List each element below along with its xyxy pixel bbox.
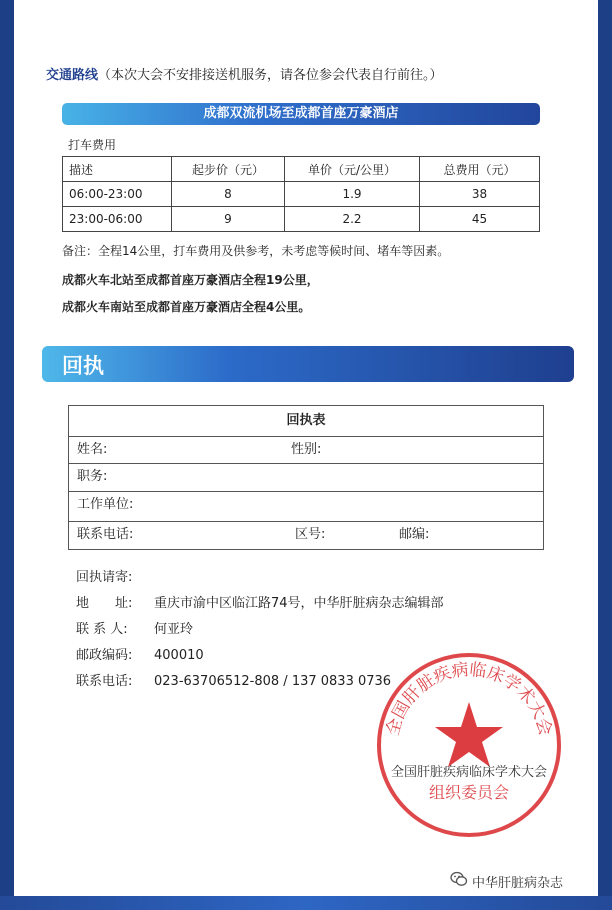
fare-header-cell: 总费用（元） — [420, 157, 540, 182]
address-value: 重庆市渝中区临江路74号，中华肝脏病杂志编辑部 — [154, 596, 444, 611]
traffic-note: （本次大会不安排接送机服务，请各位参会代表自行前往。） — [98, 68, 443, 83]
mailing-postcode — [76, 644, 204, 663]
page — [14, 0, 598, 896]
receipt-row-phone — [69, 521, 543, 550]
table-row — [63, 207, 540, 232]
fare-table-header-row — [63, 157, 540, 182]
address-label: 地 址: — [76, 596, 133, 611]
fare-cell: 2.2 — [285, 207, 420, 232]
bottom-frame-bar — [0, 896, 612, 910]
contact-label: 联 系 人: — [76, 622, 128, 637]
mailing-title: 回执请寄: — [76, 570, 133, 585]
work-unit-label: 工作单位: — [77, 497, 134, 512]
fare-label: 打车费用 — [68, 138, 117, 152]
south-station-note: 成都火车南站至成都首座万豪酒店全程4公里。 — [62, 300, 311, 314]
mailing-contact — [76, 618, 193, 637]
receipt-section-banner — [42, 346, 574, 382]
route-banner: 成都双流机场至成都首座万豪酒店 — [62, 103, 540, 125]
contact-value: 何亚玲 — [154, 622, 194, 637]
wechat-icon — [450, 870, 468, 888]
receipt-form — [68, 405, 544, 550]
receipt-row-work-unit — [69, 491, 543, 522]
fare-cell: 23:00-06:00 — [63, 207, 172, 232]
seal-star-icon — [435, 702, 503, 767]
traffic-route-heading — [46, 64, 443, 83]
position-label: 职务: — [77, 469, 108, 484]
area-code-label: 区号: — [295, 527, 326, 542]
section-title: 回执 — [62, 354, 104, 378]
name-label: 姓名: — [77, 442, 108, 457]
organizing-committee-seal — [374, 650, 564, 840]
fare-header-cell: 单价（元/公里） — [285, 157, 420, 182]
postcode-label: 邮政编码: — [76, 648, 133, 663]
footer-brand: 中华肝脏病杂志 — [472, 876, 564, 891]
fare-header-cell: 起步价（元） — [172, 157, 285, 182]
fare-cell: 8 — [172, 182, 285, 207]
receipt-row-name — [69, 436, 543, 464]
fare-cell: 38 — [420, 182, 540, 207]
mailing-address — [76, 592, 444, 611]
fare-cell: 45 — [420, 207, 540, 232]
phone-value: 023-63706512-808 / 137 0833 0736 — [154, 674, 392, 689]
north-station-note: 成都火车北站至成都首座万豪酒店全程19公里， — [62, 273, 319, 287]
traffic-title: 交通路线 — [46, 68, 99, 83]
fare-table — [62, 156, 540, 232]
mailing-phone — [76, 670, 391, 689]
postcode-label: 邮编: — [399, 527, 430, 542]
seal-line2: 组织委员会 — [428, 783, 510, 802]
fare-cell: 1.9 — [285, 182, 420, 207]
table-row — [63, 182, 540, 207]
gender-label: 性别: — [291, 442, 322, 457]
fare-remark: 备注：全程14公里，打车费用及供参考，未考虑等候时间、堵车等因素。 — [62, 244, 450, 258]
phone-label: 联系电话: — [76, 674, 133, 689]
fare-cell: 9 — [172, 207, 285, 232]
seal-line1: 全国肝脏疾病临床学术大会 — [390, 765, 548, 780]
fare-header-cell: 描述 — [63, 157, 172, 182]
postcode-value: 400010 — [154, 648, 204, 663]
fare-cell: 06:00-23:00 — [63, 182, 172, 207]
phone-label: 联系电话: — [77, 527, 134, 542]
seal-ring-text: 全国肝脏疾病临床学术大会 — [382, 660, 556, 738]
receipt-row-position — [69, 463, 543, 492]
receipt-form-title: 回执表 — [286, 413, 326, 428]
